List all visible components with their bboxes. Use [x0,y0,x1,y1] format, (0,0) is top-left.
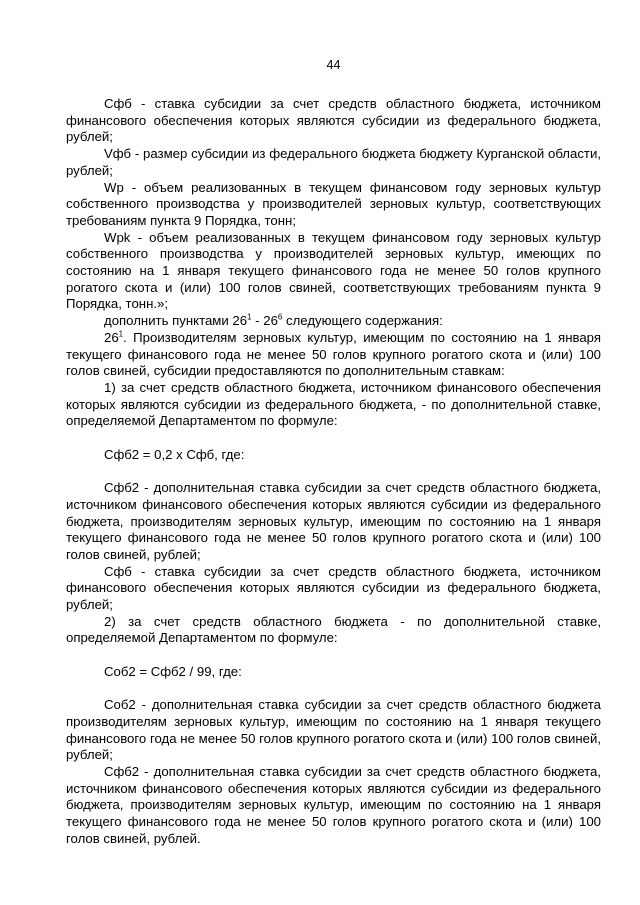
paragraph-add-points [66,313,601,330]
add-points-text-before: дополнить пунктами 26 [104,313,248,329]
paragraph-subpoint-1: 1) за счет средств областного бюджета, источником финансового обеспечения которых являются субсидии из федерального бюджета, - по дополнительной ставке, определяемой Департаментом по формуле: [66,379,601,429]
paragraph-sfb-definition-2: Сфб - ставка субсидии за счет средств областного бюджета, источником финансового обеспечения которых являются субсидии из федерального бюджета, рублей; [66,563,601,613]
formula-sfb2: Сфб2 = 0,2 x Сфб, где: [104,446,245,462]
document-body [66,96,601,848]
superscript: 1 [118,329,124,339]
paragraph-wpk-definition: Wpk - объем реализованных в текущем финансовом году зерновых культур собственного производства у производителей зерновых культур, имеющих по состоянию на 1 января текущего финансового года не менее 50 голов крупного рогатого скота и (или) 100 голов свиней, соответствующих требованиям пункта 9 Порядка, тонн.»; [66,229,601,312]
paragraph-vfb-definition: Vфб - размер субсидии из федерального бюджета бюджету Курганской области, рублей; [66,146,601,178]
paragraph-sfb2-definition-2: Сфб2 - дополнительная ставка субсидии за счет средств областного бюджета, источником финансового обеспечения которых являются субсидии из федерального бюджета, производителям зерновых культур, имеющим по состоянию на 1 января текущего финансового года не менее 50 голов крупного рогатого скота и (или) 100 голов свиней, рублей. [66,764,601,846]
paragraph-point-26-1 [66,330,601,380]
paragraph-sfb-definition: Сфб - ставка субсидии за счет средств областного бюджета, источником финансового обеспечения которых являются субсидии из федерального бюджета, рублей; [66,96,601,145]
add-points-text-after: следующего содержания: [282,313,443,329]
point-number: 26 [104,329,119,345]
superscript: 1 [247,312,252,322]
superscript: 6 [277,312,283,322]
formula-sob2: Соб2 = Сфб2 / 99, где: [104,663,242,679]
paragraph-sob2-definition: Соб2 - дополнительная ставка субсидии за счет средств областного бюджета производителям зерновых культур, имеющим по состоянию на 1 января текущего финансового года не менее 50 голов крупного рогатого скота и (или) 100 голов свиней, рублей; [66,697,601,763]
paragraph-subpoint-2: 2) за счет средств областного бюджета - по дополнительной ставке, определяемой Департаментом по формуле: [66,613,601,646]
add-points-text-middle: - 26 [251,313,278,329]
paragraph-sfb2-definition: Сфб2 - дополнительная ставка субсидии за счет средств областного бюджета, источником финансового обеспечения которых являются субсидии из федерального бюджета, производителям зерновых культур, имеющим по состоянию на 1 января текущего финансового года не менее 50 голов крупного рогатого скота и (или) 100 голов свиней, рублей; [66,480,601,562]
paragraph-wp-definition: Wp - объем реализованных в текущем финансовом году зерновых культур собственного производства у производителей зерновых культур, соответствующих требованиям пункта 9 Порядка, тонн; [66,179,601,228]
page-number: 44 [326,58,341,72]
point-text: . Производителям зерновых культур, имеющим по состоянию на 1 января текущего финансового года не менее 50 голов крупного рогатого скота и (или) 100 голов свиней, субсидии предоставляются по дополнительным ставкам: [66,329,601,379]
